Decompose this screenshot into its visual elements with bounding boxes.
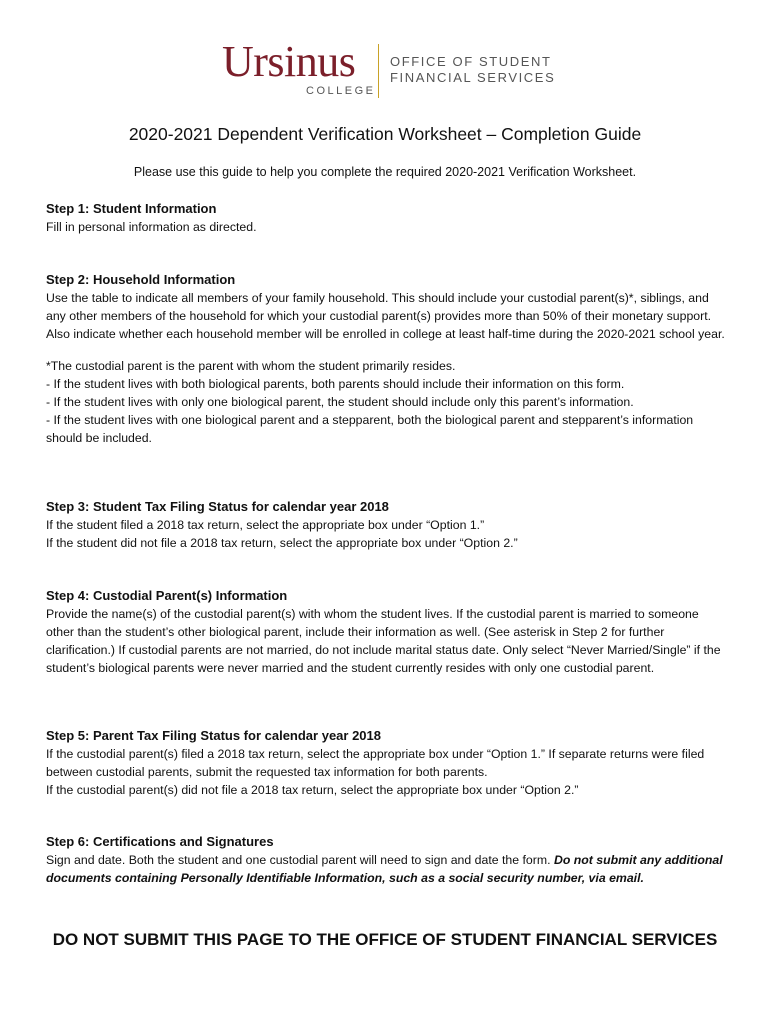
step-2-section	[46, 271, 726, 447]
step-4-body: Provide the name(s) of the custodial parent(s) with whom the student lives. If the custodial parent is married to someone other than the student’s other biological parent, include their information as well. (See asterisk in Step 2 for further clarification.) If custodial parents are not married, do not include marital status date. Only select “Never Married/Single” if the student’s biological parents were never married and the student currently resides with only one custodial parent.	[46, 607, 721, 675]
logo-wordmark: Ursinus	[222, 37, 356, 86]
step-2-bullet-3: - If the student lives with one biological parent and a stepparent, both the biological parent and stepparent’s information should be included.	[46, 413, 694, 445]
step-3-heading: Step 3: Student Tax Filing Status for calendar year 2018	[46, 499, 389, 514]
step-5-line-2: If the custodial parent(s) did not file a 2018 tax return, select the appropriate box under “Option 2.”	[46, 783, 579, 797]
step-5-section	[46, 727, 726, 799]
do-not-submit-notice: DO NOT SUBMIT THIS PAGE TO THE OFFICE OF STUDENT FINANCIAL SERVICES	[52, 930, 718, 949]
step-2-heading: Step 2: Household Information	[46, 272, 236, 287]
logo-college-label: COLLEGE	[306, 85, 376, 97]
step-3-line-1: If the student filed a 2018 tax return, select the appropriate box under “Option 1.”	[46, 518, 485, 532]
page-title: 2020-2021 Dependent Verification Worksheet – Completion Guide	[128, 124, 642, 144]
step-5-line-1: If the custodial parent(s) filed a 2018 tax return, select the appropriate box under “Option 1.” If separate returns were filed between custodial parents, submit the requested tax information for both parents.	[46, 747, 705, 779]
step-6-warning: Do not submit any additional documents containing Personally Identifiable Information, such as a social security number, via email.	[46, 853, 723, 885]
logo-divider	[378, 44, 379, 98]
step-6-section	[46, 833, 726, 887]
step-2-bullet-2: - If the student lives with only one biological parent, the student should include only this parent’s information.	[46, 395, 634, 409]
step-1-heading: Step 1: Student Information	[46, 201, 217, 216]
step-1-section	[46, 200, 726, 236]
step-6-body	[46, 851, 726, 887]
step-2-bullet-1: - If the student lives with both biological parents, both parents should include their information on this form.	[46, 377, 625, 391]
college-logo	[222, 37, 556, 102]
step-1-body: Fill in personal information as directed.	[46, 220, 257, 234]
step-5-heading: Step 5: Parent Tax Filing Status for calendar year 2018	[46, 728, 381, 743]
intro-text: Please use this guide to help you complete the required 2020-2021 Verification Worksheet.	[133, 165, 637, 179]
step-4-heading: Step 4: Custodial Parent(s) Information	[46, 588, 288, 603]
step-3-line-2: If the student did not file a 2018 tax return, select the appropriate box under “Option 2.”	[46, 536, 518, 550]
step-4-section	[46, 587, 726, 677]
logo-office-line1: OFFICE OF STUDENT	[390, 54, 552, 69]
step-2-body: Use the table to indicate all members of your family household. This should include your custodial parent(s)*, siblings, and any other members of the household for which your custodial parent(s) provides more than 50% of their monetary support. Also indicate whether each household member will be enrolled in college at least half-time during the 2020-2021 school year.	[46, 291, 725, 341]
logo-office-line2: FINANCIAL SERVICES	[390, 70, 556, 85]
step-2-note: *The custodial parent is the parent with whom the student primarily resides.	[46, 359, 456, 373]
step-3-section	[46, 498, 726, 552]
logo-office-name	[390, 54, 555, 86]
step-6-instruction: Sign and date. Both the student and one custodial parent will need to sign and date the form.	[46, 853, 554, 867]
step-6-heading: Step 6: Certifications and Signatures	[46, 834, 274, 849]
